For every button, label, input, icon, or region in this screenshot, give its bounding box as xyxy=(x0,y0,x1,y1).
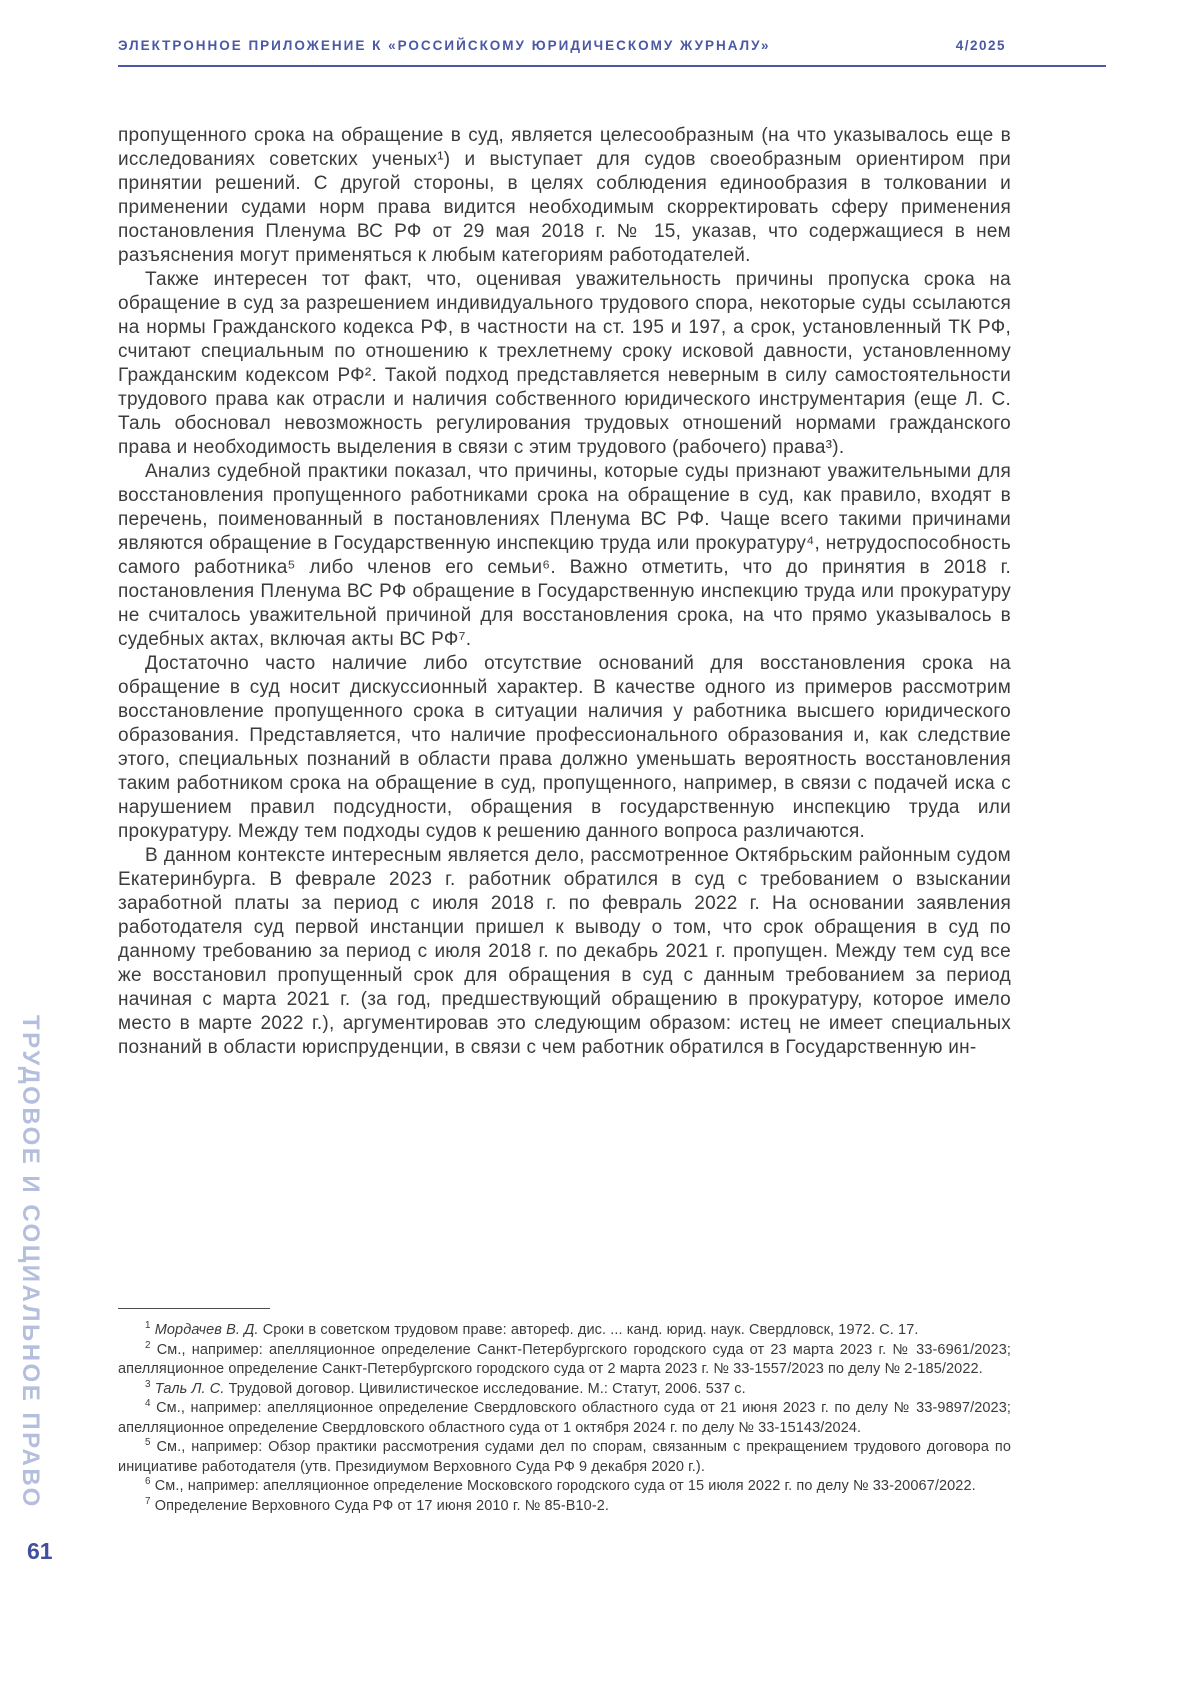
footnote-6 xyxy=(118,1477,1011,1497)
footnote-marker: 1 xyxy=(145,1320,151,1332)
footnote-author: Мордачев В. Д. xyxy=(154,1322,259,1338)
article-content xyxy=(118,124,1011,1516)
article-body xyxy=(118,124,1011,1060)
paragraph-2: Также интересен тот факт, что, оценивая уважительность причины пропуска срока на обращение в суд за разрешением индивидуального трудового спора, некоторые суды ссылаются на нормы Гражданского кодекса РФ, в частности на ст. 195 и 197, а срок, установленный ТК РФ, считают специальным по отношению к трехлетнему сроку исковой давности, установленному Гражданским кодексом РФ². Такой подход представляется неверным в силу самостоятельности трудового права как отрасли и наличия собственного юридического инструментария (еще Л. С. Таль обосновал невозможность регулирования трудовых отношений нормами гражданского права и необходимость выделения в связи с этим трудового (рабочего) права³). xyxy=(118,269,1011,458)
footnote-text: Определение Верховного Суда РФ от 17 июня 2010 г. № 85-В10-2. xyxy=(154,1497,610,1514)
paragraph-3: Анализ судебной практики показал, что причины, которые суды признают уважительными для восстановления пропущенного работниками срока на обращение в суд, как правило, входят в перечень, поименованный в постановлениях Пленума ВС РФ. Чаще всего такими причинами являются обращение в Государственную инспекцию труда или прокуратуру⁴, нетрудоспособность самого работника⁵ либо членов его семьи⁶. Важно отметить, что до принятия в 2018 г. постановления Пленума ВС РФ обращение в Государственную инспекцию труда или прокуратуру не считалось уважительной причиной для восстановления срока, на что прямо указывалось в судебных актах, включая акты ВС РФ⁷. xyxy=(118,461,1011,650)
footnote-text: Сроки в советском трудовом праве: автореф. дис. ... канд. юрид. наук. Свердловск, 1972. С. 17. xyxy=(262,1322,919,1338)
footnote-text: См., например: апелляционное определение Санкт-Петербургского городского суда от 23 марта 2023 г. № 33-6961/2023; апелляционное определение Санкт-Петербургского городского суда от 2 марта 2023 г. № 33-1557/2023 по делу № 2-185/2022. xyxy=(118,1341,1011,1377)
footnote-5 xyxy=(118,1438,1011,1477)
footnote-text: Трудовой договор. Цивилистическое исследование. М.: Статут, 2006. 537 с. xyxy=(228,1380,746,1397)
page-number: 61 xyxy=(27,1538,53,1564)
footnotes-section xyxy=(118,1308,1011,1516)
footnote-separator xyxy=(118,1308,270,1309)
footnote-text: См., например: апелляционное определение Свердловского областного суда от 21 июня 2023 г. по делу № 33-9897/2023; апелляционное определение Свердловского областного суда от 1 октября 2024 г. по делу № 33-15143/2024. xyxy=(118,1400,1011,1436)
page-header xyxy=(118,38,1106,67)
issue-number: 4/2025 xyxy=(955,38,1006,53)
footnote-marker: 2 xyxy=(145,1339,151,1351)
footnote-1 xyxy=(118,1321,1011,1341)
paragraph-4: Достаточно часто наличие либо отсутствие оснований для восстановления срока на обращение в суд носит дискуссионный характер. В качестве одного из примеров рассмотрим восстановление пропущенного срока в ситуации наличия у работника высшего юридического образования. Представляется, что наличие профессионального образования и, как следствие этого, специальных познаний в области права должно уменьшать вероятность восстановления таким работником срока на обращение в суд, пропущенного, например, в связи с подачей иска с нарушением правил подсудности, обращения в государственную инспекцию труда или прокуратуру. Между тем подходы судов к решению данного вопроса различаются. xyxy=(118,653,1011,842)
footnote-marker: 5 xyxy=(145,1437,151,1449)
paragraph-5: В данном контексте интересным является дело, рассмотренное Октябрьским районным судом Екатеринбурга. В феврале 2023 г. работник обратился в суд с требованием о взыскании заработной платы за период с июля 2018 г. по февраль 2022 г. На основании заявления работодателя суд первой инстанции пришел к выводу о том, что срок обращения в суд по данному требованию за период с июля 2018 г. по декабрь 2021 г. пропущен. Между тем суд все же восстановил пропущенный срок для обращения в суд с данным требованием за период начиная с марта 2021 г. (за год, предшествующий обращению в прокуратуру, которое имело место в марте 2022 г.), аргументировав это следующим образом: истец не имеет специальных познаний в области юриспруденции, в связи с чем работник обратился в Государственную ин- xyxy=(118,845,1011,1058)
footnote-author: Таль Л. С. xyxy=(154,1380,225,1397)
footnote-marker: 6 xyxy=(145,1476,151,1488)
footnote-marker: 4 xyxy=(145,1398,151,1410)
footnote-3 xyxy=(118,1380,1011,1400)
footnote-marker: 3 xyxy=(145,1378,151,1390)
footnote-marker: 7 xyxy=(145,1495,151,1507)
footnote-2 xyxy=(118,1341,1011,1380)
footnote-4 xyxy=(118,1399,1011,1438)
section-label: ТРУДОВОЕ И СОЦИАЛЬНОЕ ПРАВО xyxy=(17,1015,44,1509)
footnote-text: См., например: Обзор практики рассмотрения судами дел по спорам, связанным с прекращением трудового договора по инициативе работодателя (утв. Президиумом Верховного Суда РФ 9 декабря 2020 г.). xyxy=(118,1439,1011,1475)
journal-title: ЭЛЕКТРОННОЕ ПРИЛОЖЕНИЕ К «РОССИЙСКОМУ ЮРИДИЧЕСКОМУ ЖУРНАЛУ» xyxy=(118,38,771,53)
paragraph-1: пропущенного срока на обращение в суд, является целесообразным (на что указывалось еще в исследованиях советских ученых¹) и выступает для судов своеобразным ориентиром при принятии решений. С другой стороны, в целях соблюдения единообразия в толковании и применении судами норм права видится необходимым скорректировать сферу применения постановления Пленума ВС РФ от 29 мая 2018 г. № 15, указав, что содержащиеся в нем разъяснения могут применяться к любым категориям работодателей. xyxy=(118,125,1011,266)
footnote-7 xyxy=(118,1497,1011,1517)
footnote-text: См., например: апелляционное определение Московского городского суда от 15 июля 2022 г. по делу № 33-20067/2022. xyxy=(154,1478,976,1494)
